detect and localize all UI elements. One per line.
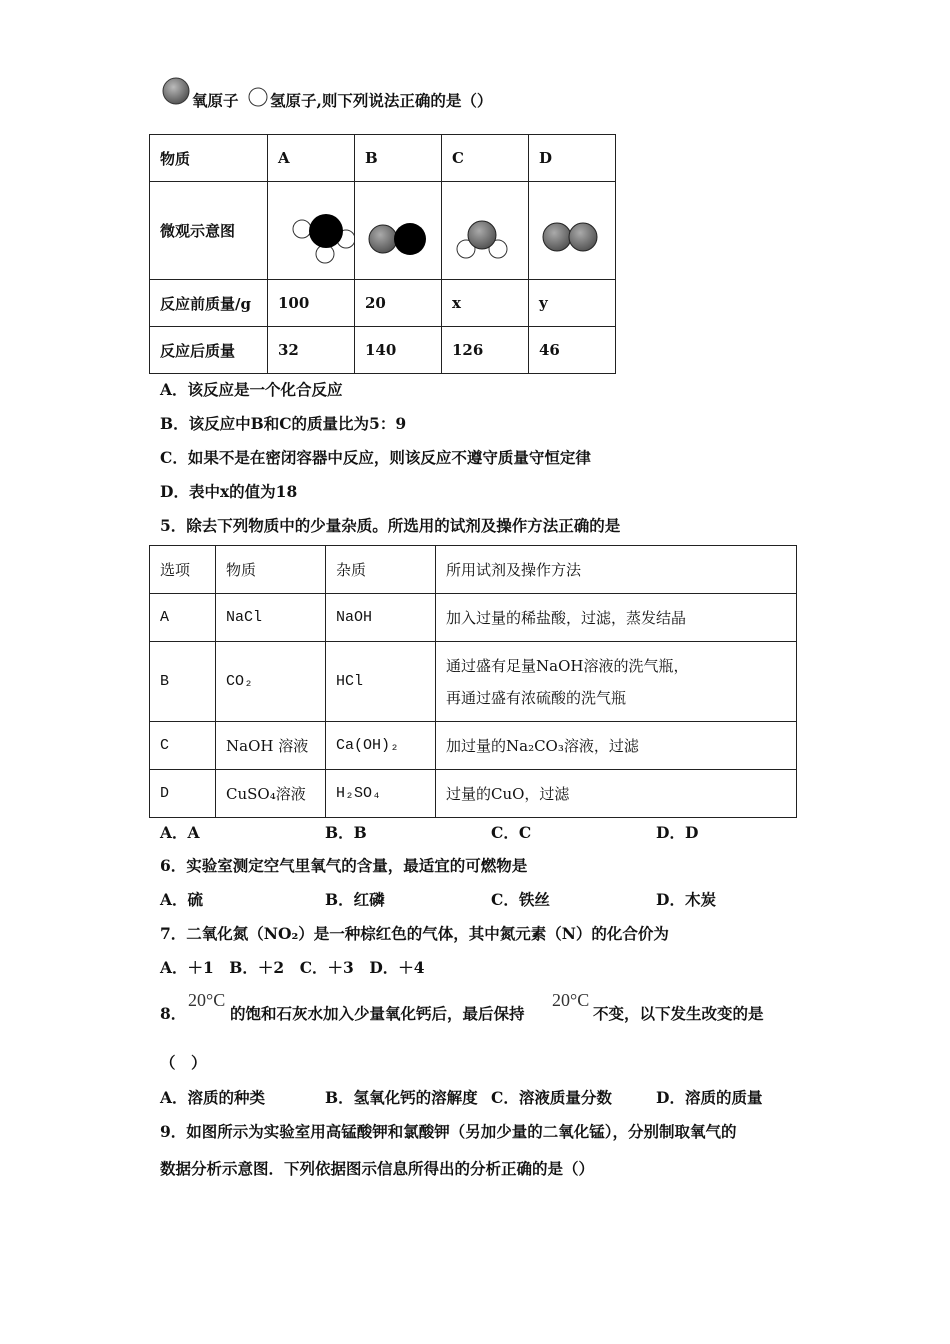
table-cell: C [150,722,216,770]
molecule-a-icon [268,182,355,280]
molecule-c-icon [442,182,529,280]
q8-number: 8． [160,1004,187,1023]
q4-option-b: B．该反应中B和C的质量比为5：9 [160,414,407,433]
table-header-cell: 物质 [216,546,326,594]
q4-option-c: C．如果不是在密闭容器中反应，则该反应不遵守质量守恒定律 [160,448,591,467]
row-label-diagram: 微观示意图 [150,182,268,280]
q5-stem: 5．除去下列物质中的少量杂质。所选用的试剂及操作方法正确的是 [160,516,621,535]
q6-option-c: C．铁丝 [491,890,550,909]
reaction-mass-table [149,134,616,374]
table-cell: x [442,280,529,327]
legend-oxygen-label: 氧原子 [192,91,239,110]
q6-option-d: D．木炭 [656,890,716,909]
table-cell: NaCl [216,594,326,642]
q9-stem-line1: 9．如图所示为实验室用高锰酸钾和氯酸钾（另加少量的二氧化锰），分别制取氧气的 [160,1122,737,1141]
table-cell: 20 [355,280,442,327]
q6-option-a: A．硫 [160,890,204,909]
table-cell: CO₂ [216,642,326,722]
q5-option-a: A．A [160,823,200,842]
molecule-d-icon [529,182,616,280]
impurity-removal-table [149,545,797,818]
table-header-cell: 物质 [150,135,268,182]
table-cell: H₂SO₄ [326,770,436,818]
legend-hydrogen-label: 氢原子,则下列说法正确的是（） [270,91,493,110]
q8-option-b: B．氢氧化钙的溶解度 [325,1088,478,1107]
table-cell: D [150,770,216,818]
q7-stem: 7．二氧化氮（NO₂）是一种棕红色的气体，其中氮元素（N）的化合价为 [160,924,669,943]
table-header-cell: D [529,135,616,182]
q7-options: A．＋1 B．＋2 C．＋3 D．＋4 [160,958,425,977]
table-header-cell: A [268,135,355,182]
q8-answer-paren: （ ） [160,1053,207,1072]
q6-stem: 6．实验室测定空气里氧气的含量，最适宜的可燃物是 [160,856,528,875]
table-cell: CuSO₄溶液 [216,770,326,818]
table-header-cell: 所用试剂及操作方法 [436,546,797,594]
row-label-before: 反应前质量/g [150,280,268,327]
q6-option-b: B．红磷 [325,890,385,909]
table-cell: A [150,594,216,642]
q4-option-a: A．该反应是一个化合反应 [160,380,343,399]
table-cell: 126 [442,327,529,374]
q8-stem-part1: 的饱和石灰水加入少量氧化钙后，最后保持 [230,1004,525,1023]
table-cell: B [150,642,216,722]
table-header-cell: C [442,135,529,182]
table-header-cell: 杂质 [326,546,436,594]
q8-temperature-2: 20°C [552,990,590,1010]
row-label-after: 反应后质量 [150,327,268,374]
table-cell [436,642,797,722]
table-cell: NaOH [326,594,436,642]
q8-option-a: A．溶质的种类 [160,1088,266,1107]
q9-stem-line2: 数据分析示意图．下列依据图示信息所得出的分析正确的是（） [160,1159,595,1178]
molecule-b-icon [355,182,442,280]
q5-option-c: C．C [491,823,532,842]
q8-option-c: C．溶液质量分数 [491,1088,612,1107]
q5-option-d: D．D [656,823,699,842]
table-header-cell: 选项 [150,546,216,594]
method-line-1: 通过盛有足量NaOH溶液的洗气瓶， [446,656,689,675]
legend-hydrogen-atom-icon [247,86,269,108]
table-cell: 46 [529,327,616,374]
table-cell: NaOH 溶液 [216,722,326,770]
q8-temperature-1: 20°C [188,990,226,1010]
table-cell: Ca(OH)₂ [326,722,436,770]
table-cell: 140 [355,327,442,374]
q8-option-d: D．溶质的质量 [656,1088,763,1107]
table-cell: 加过量的Na₂CO₃溶液，过滤 [436,722,797,770]
table-cell: 加入过量的稀盐酸，过滤，蒸发结晶 [436,594,797,642]
table-header-cell: B [355,135,442,182]
q4-option-d: D．表中x的值为18 [160,482,298,501]
table-cell: 过量的CuO，过滤 [436,770,797,818]
table-cell: 100 [268,280,355,327]
table-cell: y [529,280,616,327]
table-cell: HCl [326,642,436,722]
q5-option-b: B．B [325,823,367,842]
q8-stem-part2: 不变，以下发生改变的是 [593,1004,764,1023]
method-line-2: 再通过盛有浓硫酸的洗气瓶 [446,688,627,707]
legend-oxygen-atom-icon [161,76,191,106]
table-cell: 32 [268,327,355,374]
